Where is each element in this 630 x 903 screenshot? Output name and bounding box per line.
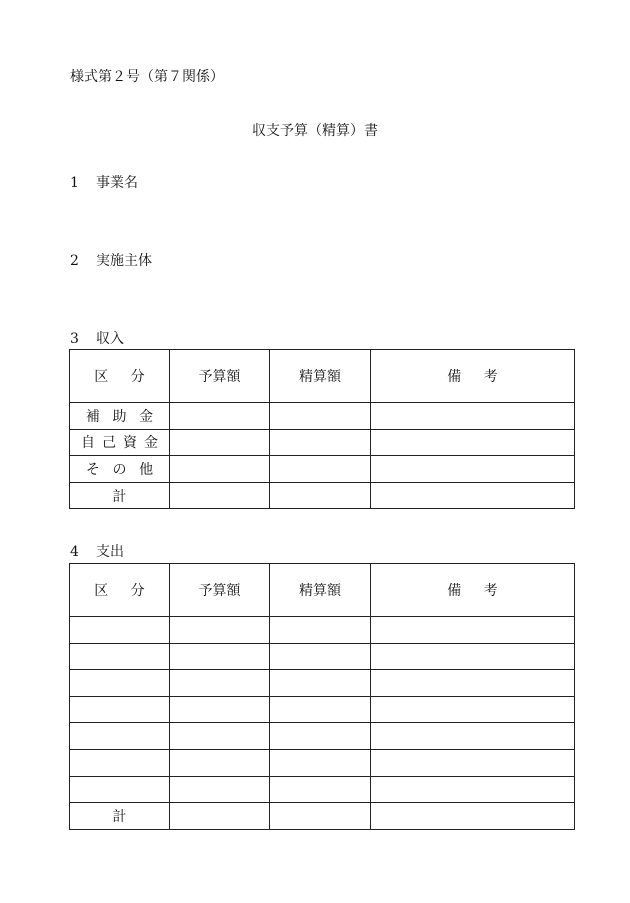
budget-cell[interactable] [170,429,270,456]
budget-cell[interactable] [170,749,270,776]
column-header-budget: 予算額 [170,350,270,403]
remarks-cell[interactable] [371,617,575,644]
section-label: 実施主体 [96,253,152,269]
remarks-cell[interactable] [371,749,575,776]
column-header-category: 区分 [70,350,170,403]
table-row [70,456,575,483]
section-number: 2 [70,253,79,269]
table-row [70,670,575,697]
settlement-cell[interactable] [270,670,371,697]
remarks-cell[interactable] [371,643,575,670]
budget-cell[interactable] [170,723,270,750]
row-label[interactable] [70,643,170,670]
row-label: 計 [70,803,170,830]
remarks-cell[interactable] [371,776,575,803]
settlement-cell[interactable] [270,643,371,670]
column-header-budget: 予算額 [170,564,270,617]
row-label[interactable] [70,776,170,803]
remarks-cell[interactable] [371,429,575,456]
settlement-cell[interactable] [270,456,371,483]
remarks-cell[interactable] [371,482,575,509]
remarks-cell[interactable] [371,456,575,483]
row-label: その他 [70,456,170,483]
income-header-row [70,350,575,403]
total-row [70,803,575,830]
settlement-cell[interactable] [270,429,371,456]
form-number: 様式第２号（第７関係） [70,69,224,85]
row-label[interactable] [70,617,170,644]
column-header-settlement: 精算額 [270,564,371,617]
budget-cell[interactable] [170,403,270,430]
budget-cell[interactable] [170,456,270,483]
section-implementing-body [70,250,152,270]
section-label: 収入 [96,331,124,347]
row-label[interactable] [70,749,170,776]
remarks-cell[interactable] [371,696,575,723]
budget-cell[interactable] [170,617,270,644]
column-header-remarks: 備考 [371,564,575,617]
budget-cell[interactable] [170,696,270,723]
row-label[interactable] [70,696,170,723]
section-expense [70,541,124,561]
row-label: 自己資金 [70,429,170,456]
settlement-cell[interactable] [270,482,371,509]
settlement-cell[interactable] [270,749,371,776]
settlement-cell[interactable] [270,617,371,644]
budget-cell[interactable] [170,670,270,697]
remarks-cell[interactable] [371,670,575,697]
row-label[interactable] [70,723,170,750]
row-label: 計 [70,482,170,509]
remarks-cell[interactable] [371,403,575,430]
budget-cell[interactable] [170,776,270,803]
row-label[interactable] [70,670,170,697]
expense-table [69,563,575,830]
table-row [70,617,575,644]
table-row [70,776,575,803]
section-number: 4 [70,544,79,560]
row-label: 補助金 [70,403,170,430]
settlement-cell[interactable] [270,776,371,803]
income-table [69,349,575,509]
section-label: 支出 [96,544,124,560]
budget-cell[interactable] [170,643,270,670]
settlement-cell[interactable] [270,696,371,723]
remarks-cell[interactable] [371,803,575,830]
table-row [70,643,575,670]
section-project-name [70,172,138,192]
settlement-cell[interactable] [270,803,371,830]
table-row [70,403,575,430]
table-row [70,749,575,776]
section-number: 1 [70,175,79,191]
section-number: 3 [70,331,79,347]
settlement-cell[interactable] [270,403,371,430]
budget-cell[interactable] [170,482,270,509]
settlement-cell[interactable] [270,723,371,750]
table-row [70,696,575,723]
expense-header-row [70,564,575,617]
budget-cell[interactable] [170,803,270,830]
document-title: 収支予算（精算）書 [252,123,378,139]
column-header-settlement: 精算額 [270,350,371,403]
table-row [70,429,575,456]
column-header-remarks: 備考 [371,350,575,403]
column-header-category: 区分 [70,564,170,617]
section-income [70,328,124,348]
remarks-cell[interactable] [371,723,575,750]
total-row [70,482,575,509]
table-row [70,723,575,750]
section-label: 事業名 [96,175,138,191]
